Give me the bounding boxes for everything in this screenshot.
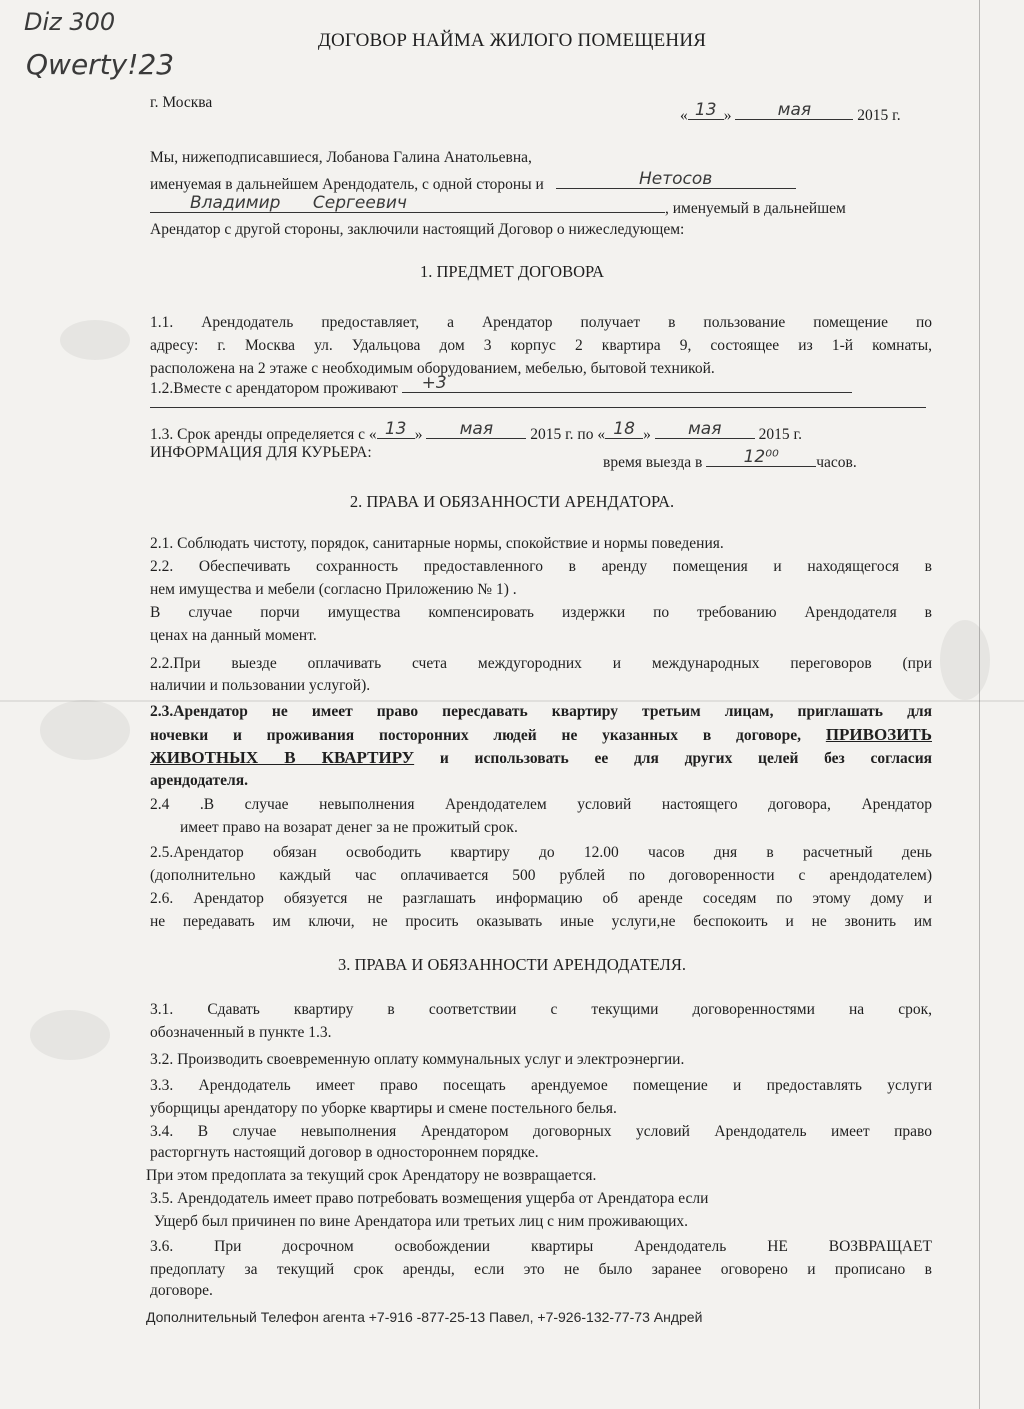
contract-date: « 13 » мая 2015 г. — [680, 100, 901, 124]
clause-3-5a: 3.5. Арендодатель имеет право потребовать возмещения ущерба от Арендатора если — [150, 1190, 709, 1207]
clause-2-3d: арендодателя. — [150, 772, 248, 789]
clause-3-5b: Ущерб был причинен по вине Арендатора или третьих лиц с ним проживающих. — [150, 1213, 689, 1230]
clause-2-2b: нем имущества и мебели (согласно Приложению № 1) . — [150, 581, 517, 598]
tenant-name-field: Владимир Сергеевич — [150, 196, 665, 213]
handwritten-note-line1: Diz 300 — [24, 8, 116, 36]
clause-1-1c: расположена на 2 этаже с необходимым оборудованием, мебелью, бытовой техникой. — [150, 360, 715, 377]
clause-2-3a: 2.3.Арендатор не имеет право пересдавать квартиру третьим лицам, приглашать для — [150, 703, 932, 720]
blank-line — [150, 392, 926, 408]
clause-3-4c: При этом предоплата за текущий срок Арендатору не возвращается. — [146, 1167, 597, 1184]
term-end-day-field: 18 — [605, 422, 643, 439]
clause-3-1b: обозначенный в пункте 1.3. — [150, 1024, 332, 1041]
clause-2-3b: ночевки и проживания посторонних людей не указанных в договоре, ПРИВОЗИТЬ — [150, 725, 932, 744]
clause-3-1a: 3.1. Сдавать квартиру в соответствии с текущими договоренностями на срок, — [150, 1001, 932, 1018]
intro-line-4: Арендатор с другой стороны, заключили настоящий Договор о нижеследующем: — [150, 221, 685, 238]
handwritten-note-line2: Qwerty!23 — [26, 48, 175, 81]
departure-time-field: 12⁰⁰ — [706, 450, 816, 467]
clause-2-4b: имеет право на возарат денег за не прожитый срок. — [180, 819, 518, 836]
clause-2-3c: ЖИВОТНЫХ В КВАРТИРУ и использовать ее для других целей без согласия — [150, 748, 933, 767]
clause-2-1: 2.1. Соблюдать чистоту, порядок, санитарные нормы, спокойствие и нормы поведения. — [150, 535, 724, 552]
residents-field: +3 — [402, 376, 852, 393]
clause-2-6a: 2.6. Арендатор обязуется не разглашать информацию об аренде соседям по этому дому и — [150, 890, 932, 907]
clause-3-4a: 3.4. В случае невыполнения Арендатором договорных условий Арендодатель имеет право — [150, 1123, 932, 1140]
intro-line-3: Владимир Сергеевич , именуемый в дальнейшем — [150, 196, 932, 219]
clause-1-3: 1.3. Срок аренды определяется с « 13 » мая 2015 г. по « 18 » мая 2015 г. — [150, 419, 802, 443]
clause-3-4b: расторгнуть настоящий договор в одностороннем порядке. — [150, 1144, 539, 1161]
scan-noise — [40, 700, 130, 760]
clause-1-1b: адресу: г. Москва ул. Удальцова дом 3 корпус 2 квартира 9, состоящее из 1-й комнаты, — [150, 337, 932, 354]
section-3-title: 3. ПРАВА И ОБЯЗАННОСТИ АРЕНДОДАТЕЛЯ. — [338, 955, 686, 974]
term-end-month-field: мая — [655, 422, 755, 439]
clause-2-6b: не передавать им ключи, не просить оказывать иные услуги,не беспокоить и не звонить им — [150, 913, 932, 930]
paper-edge — [979, 0, 980, 1409]
clause-2-4a: 2.4 .В случае невыполнения Арендодателем условий настоящего договора, Арендатор — [150, 796, 932, 813]
date-day-field: 13 — [688, 103, 724, 120]
clause-3-2: 3.2. Производить своевременную оплату коммунальных услуг и электроэнергии. — [150, 1051, 685, 1068]
clause-3-6c: договоре. — [150, 1282, 213, 1299]
date-month-field: мая — [735, 103, 853, 120]
intro-line-2: именуемая в дальнейшем Арендодатель, с одной стороны и Нетосов — [150, 172, 932, 195]
clause-2-5a: 2.5.Арендатор обязан освободить квартиру до 12.00 часов дня в расчетный день — [150, 844, 932, 861]
term-start-day-field: 13 — [377, 422, 415, 439]
clause-3-6a: 3.6. При досрочном освобождении квартиры Арендодатель НЕ ВОЗВРАЩАЕТ — [150, 1238, 932, 1255]
scan-noise — [940, 620, 990, 700]
courier-info: ИНФОРМАЦИЯ ДЛЯ КУРЬЕРА: — [150, 444, 372, 461]
clause-3-3b: уборщицы арендатору по уборке квартиры и смене постельного белья. — [150, 1100, 617, 1117]
term-start-month-field: мая — [426, 422, 526, 439]
clause-2-2f: наличии и пользовании услугой). — [150, 677, 371, 694]
clause-2-2d: ценах на данный момент. — [150, 627, 317, 644]
clause-2-5b: (дополнительно каждый час оплачивается 500 рублей по договоренности с арендодателем) — [150, 867, 932, 884]
clause-2-2c: В случае порчи имущества компенсировать издержки по требованию Арендодателя в — [150, 604, 932, 621]
section-1-title: 1. ПРЕДМЕТ ДОГОВОРА — [420, 262, 604, 281]
clause-3-6b: предоплату за текущий срок аренды, если это не было заранее оговорено и прописано в — [150, 1261, 932, 1278]
scan-noise — [60, 320, 130, 360]
scan-noise — [30, 1010, 110, 1060]
departure-time: время выезда в 12⁰⁰ часов. — [603, 447, 857, 471]
clause-1-2: 1.2.Вместе с арендатором проживают +3 — [150, 376, 932, 399]
clause-2-2a: 2.2. Обеспечивать сохранность предоставленного в аренду помещения и находящегося в — [150, 558, 932, 575]
document-title: ДОГОВОР НАЙМА ЖИЛОГО ПОМЕЩЕНИЯ — [317, 30, 707, 51]
clause-1-1a: 1.1. Арендодатель предоставляет, а Арендатор получает в пользование помещение по — [150, 314, 932, 331]
city: г. Москва — [150, 94, 213, 111]
clause-3-3a: 3.3. Арендодатель имеет право посещать арендуемое помещение и предоставлять услуги — [150, 1077, 932, 1094]
agent-phone-footer: Дополнительный Телефон агента +7-916 -877-25-13 Павел, +7-926-132-77-73 Андрей — [146, 1309, 703, 1325]
intro-line-1: Мы, нижеподписавшиеся, Лобанова Галина Анатольевна, — [150, 149, 532, 166]
clause-2-2e: 2.2.При выезде оплачивать счета междугородних и международных переговоров (при — [150, 655, 932, 672]
section-2-title: 2. ПРАВА И ОБЯЗАННОСТИ АРЕНДАТОРА. — [349, 492, 675, 511]
tenant-surname-field: Нетосов — [556, 172, 796, 189]
